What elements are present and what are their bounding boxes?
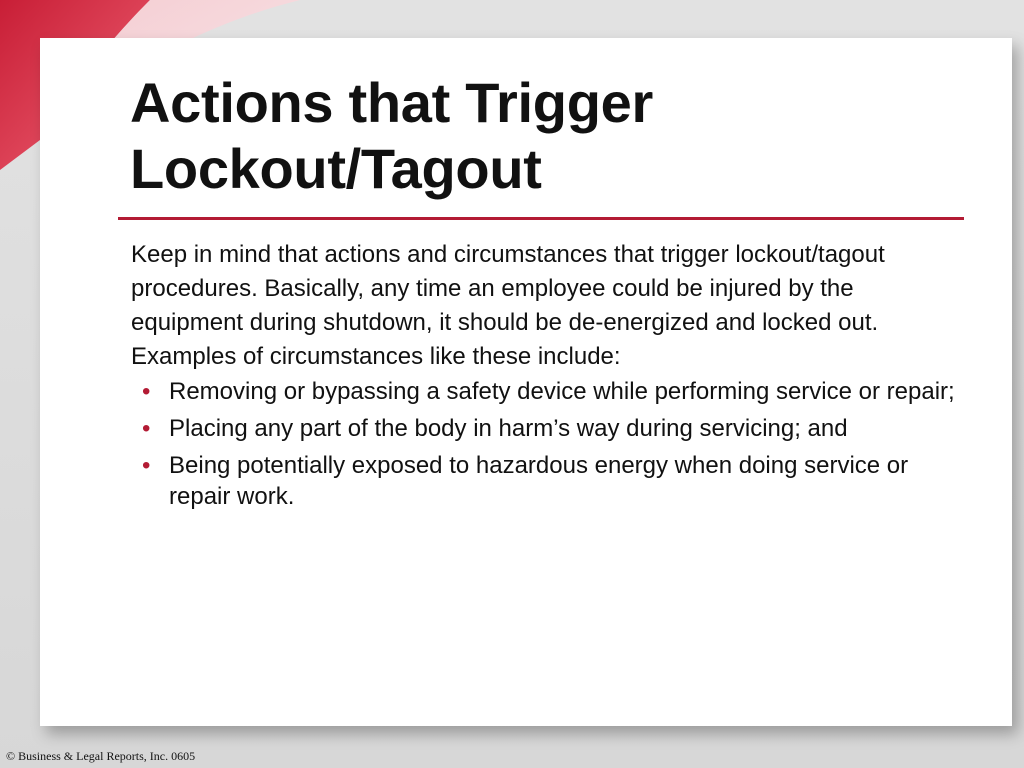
slide-body xyxy=(131,238,961,512)
intro-paragraph: Keep in mind that actions and circumstances that trigger lockout/tagout procedures. Basically, any time an employee could be injured by the equipment during shutdown, it should be de-energized and locked out. Examples of circumstances like these include: xyxy=(131,241,885,370)
title-line-1: Actions that Trigger xyxy=(130,71,653,134)
bullet-icon: • xyxy=(142,452,151,479)
bullet-text: Removing or bypassing a safety device while performing service or repair; xyxy=(169,378,955,405)
bullet-icon: • xyxy=(142,378,151,405)
bullet-text: Being potentially exposed to hazardous energy when doing service or repair work. xyxy=(169,452,909,510)
bullet-list xyxy=(131,376,961,512)
copyright-footer: © Business & Legal Reports, Inc. 0605 xyxy=(6,749,196,763)
title-divider xyxy=(118,217,964,220)
bullet-item xyxy=(131,450,961,512)
bullet-text: Placing any part of the body in harm’s way during servicing; and xyxy=(169,415,848,442)
slide-title xyxy=(130,70,890,202)
bullet-icon: • xyxy=(142,415,151,442)
bullet-item xyxy=(131,413,961,444)
bullet-item xyxy=(131,376,961,407)
title-line-2: Lockout/Tagout xyxy=(130,137,542,200)
